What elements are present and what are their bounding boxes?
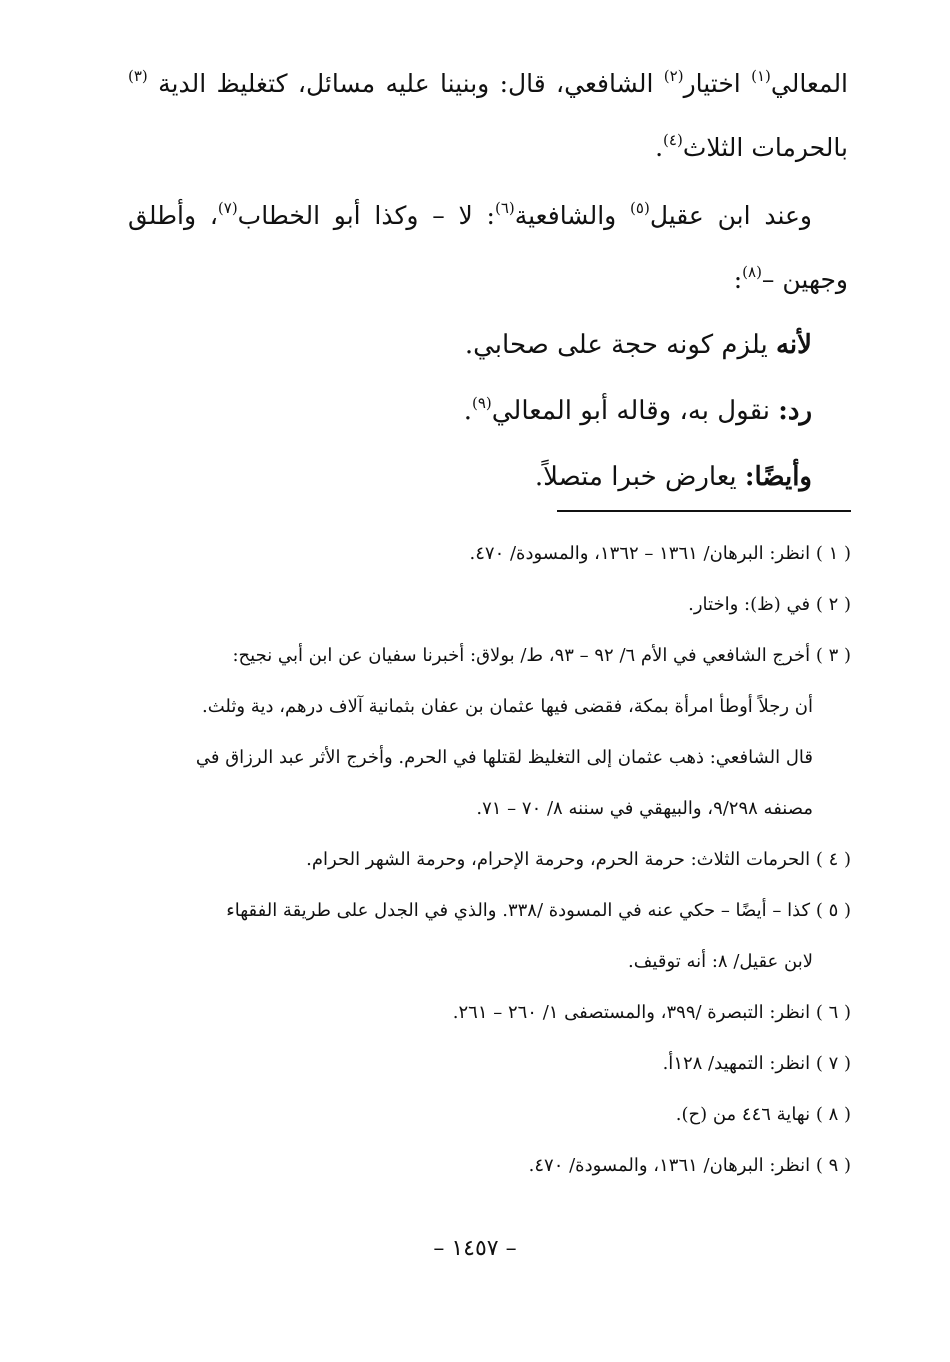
footnote-ref-7[interactable]: (٧) <box>217 199 238 217</box>
paragraph-1 <box>128 52 848 180</box>
footnote-2: ( ٢ ) في (ظ): واختار. <box>688 594 851 615</box>
text-run: . <box>463 396 472 426</box>
text-run: ، وأطلق وجهين – <box>128 201 848 294</box>
text-run: الشافعي، قال: وبنينا عليه مسائل، كتغليظ الدية <box>158 69 664 98</box>
footnote-3-line-4: مصنفه ٩/٢٩٨، والبيهقي في سننه ٨/ ٧٠ – ٧١. <box>476 798 813 819</box>
footnote-7: ( ٧ ) انظر: التمهيد/ ١٢٨أ. <box>662 1053 851 1074</box>
footnote-6: ( ٦ ) انظر: التبصرة /٣٩٩، والمستصفى ١/ ٢٦٠ – ٢٦١. <box>452 1002 851 1023</box>
reply-1 <box>128 378 848 444</box>
text-run: وعند ابن عقيل <box>649 201 812 230</box>
text-run: : لا – وكذا أبو الخطاب <box>237 201 495 230</box>
text-run: والشافعية <box>514 201 631 230</box>
argument-text: يلزم كونه حجة على صحابي. <box>464 330 776 360</box>
footnote-8: ( ٨ ) نهاية ٤٤٦ من (ح). <box>675 1104 851 1125</box>
text-run: بالحرمات الثلاث <box>682 133 848 162</box>
text-run: : <box>733 265 743 294</box>
page-number: – ١٤٥٧ – <box>433 1236 517 1261</box>
paragraph-2 <box>128 184 848 312</box>
argument-1 <box>128 312 848 378</box>
argument-keyword: وأيضًا: <box>744 462 812 492</box>
footnote-ref-9[interactable]: (٩) <box>471 394 492 412</box>
footnote-ref-8[interactable]: (٨) <box>742 263 762 281</box>
reply-text: نقول به، وقاله أبو المعالي <box>491 396 779 426</box>
footnote-ref-4[interactable]: (٤) <box>663 131 683 149</box>
footnote-divider <box>557 510 851 512</box>
footnote-ref-5[interactable]: (٥) <box>630 199 650 217</box>
argument-text: يعارض خبرا متصلاً. <box>534 462 745 492</box>
argument-2 <box>128 444 848 510</box>
footnote-4: ( ٤ ) الحرمات الثلاث: حرمة الحرم، وحرمة الإحرام، وحرمة الشهر الحرام. <box>306 849 851 870</box>
footnote-5-line-2: لابن عقيل/ ٨: أنه توقيف. <box>628 951 813 972</box>
text-run: اختيار <box>683 69 752 98</box>
footnote-3-line-2: أن رجلاً أوطأ امرأة بمكة، فقضى فيها عثمان بن عفان بثمانية آلاف درهم، دية وثلث. <box>202 696 813 717</box>
text-run: . <box>655 133 664 162</box>
footnote-ref-3[interactable]: (٣) <box>128 67 148 85</box>
footnote-3-line-3: قال الشافعي: ذهب عثمان إلى التغليظ لقتلها في الحرم. وأخرج الأثر عبد الرزاق في <box>195 747 813 768</box>
footnote-ref-2[interactable]: (٢) <box>663 67 684 85</box>
footnote-3: ( ٣ ) أخرج الشافعي في الأم ٦/ ٩٢ – ٩٣، ط/ بولاق: أخبرنا سفيان عن ابن أبي نجيح: <box>232 645 851 666</box>
argument-keyword: لأنه <box>775 330 812 360</box>
footnote-ref-6[interactable]: (٦) <box>494 199 515 217</box>
footnote-ref-1[interactable]: (١) <box>751 67 771 85</box>
main-text <box>128 52 848 510</box>
reply-keyword: رد: <box>778 396 812 426</box>
footnotes <box>130 528 851 1191</box>
footnote-5: ( ٥ ) كذا – أيضًا – حكي عنه في المسودة /٣٣٨. والذي في الجدل على طريقة الفقهاء <box>226 900 851 921</box>
footnote-1: ( ١ ) انظر: البرهان/ ١٣٦١ – ١٣٦٢، والمسودة/ ٤٧٠. <box>469 543 851 564</box>
footnote-9: ( ٩ ) انظر: البرهان/ ١٣٦١، والمسودة/ ٤٧٠. <box>528 1155 851 1176</box>
text-run: المعالي <box>770 69 849 98</box>
